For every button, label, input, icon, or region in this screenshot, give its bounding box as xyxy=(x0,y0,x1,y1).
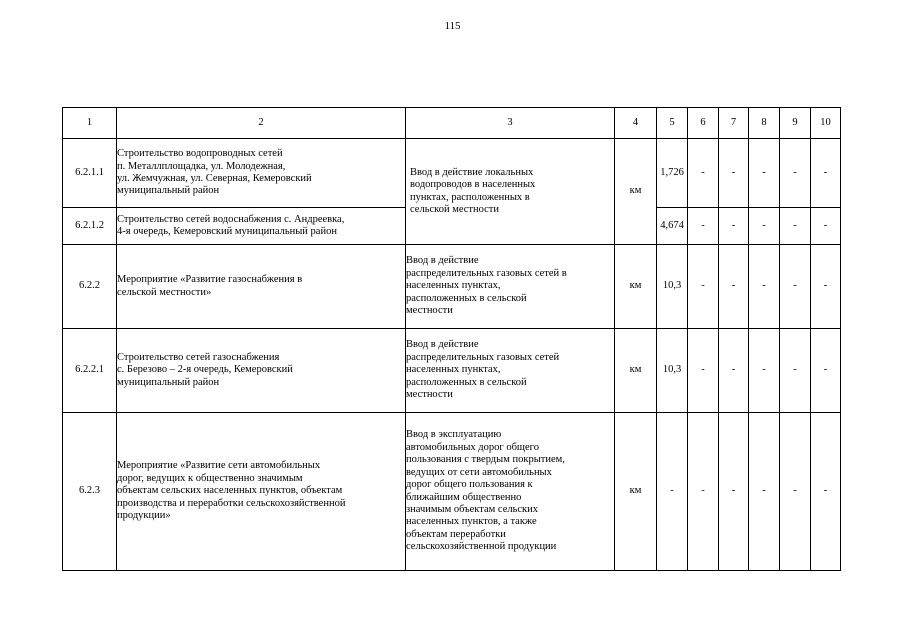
year-cell: - xyxy=(811,139,841,208)
year-cell: - xyxy=(780,139,811,208)
indicator-description: Ввод в эксплуатацию автомобильных дорог общего пользования с твердым покрытием, ведущих от сети автомобильных дорог общего пользования к ближайшим общественно значимым объектам сельских населенных пунктов, а также объектам переработки сельскохозяйственной продукции xyxy=(406,413,615,571)
measure-name: Строительство сетей газоснабжения с. Березово – 2-я очередь, Кемеровский муниципальный район xyxy=(117,329,406,413)
header-cell: 7 xyxy=(719,108,749,139)
year-cell: - xyxy=(719,245,749,329)
year-cell: - xyxy=(749,208,780,245)
row-number: 6.2.3 xyxy=(63,413,117,571)
year-cell: - xyxy=(811,208,841,245)
year-cell: - xyxy=(811,329,841,413)
value-cell: 1,726 xyxy=(657,139,688,208)
row-number: 6.2.1.2 xyxy=(63,208,117,245)
unit-cell: км xyxy=(615,413,657,571)
value-cell: 10,3 xyxy=(657,245,688,329)
row-number: 6.2.1.1 xyxy=(63,139,117,208)
year-cell: - xyxy=(688,413,719,571)
header-cell: 10 xyxy=(811,108,841,139)
table-row xyxy=(63,245,841,329)
year-cell: - xyxy=(749,413,780,571)
indicator-description: Ввод в действие распределительных газовых сетей в населенных пунктах, расположенных в сельской местности xyxy=(406,245,615,329)
table-row xyxy=(63,413,841,571)
year-cell: - xyxy=(719,139,749,208)
value-cell: - xyxy=(657,413,688,571)
value-cell: 10,3 xyxy=(657,329,688,413)
page-number: 115 xyxy=(444,20,461,32)
measure-name: Мероприятие «Развитие сети автомобильных дорог, ведущих к общественно значимым объектам сельских населенных пунктов, объектам производства и переработки сельскохозяйственной продукции» xyxy=(117,413,406,571)
indicator-description: Ввод в действие распределительных газовых сетей населенных пунктах, расположенных в сельской местности xyxy=(406,329,615,413)
year-cell: - xyxy=(749,245,780,329)
row-number: 6.2.2.1 xyxy=(63,329,117,413)
header-cell: 6 xyxy=(688,108,719,139)
year-cell: - xyxy=(811,413,841,571)
year-cell: - xyxy=(780,208,811,245)
year-cell: - xyxy=(719,208,749,245)
year-cell: - xyxy=(749,139,780,208)
unit-cell: км xyxy=(615,245,657,329)
program-table xyxy=(62,107,841,571)
year-cell: - xyxy=(780,413,811,571)
year-cell: - xyxy=(780,329,811,413)
header-cell: 8 xyxy=(749,108,780,139)
year-cell: - xyxy=(811,245,841,329)
year-cell: - xyxy=(688,329,719,413)
value-cell: 4,674 xyxy=(657,208,688,245)
measure-name: Строительство сетей водоснабжения с. Андреевка, 4-я очередь, Кемеровский муниципальный район xyxy=(117,208,406,245)
year-cell: - xyxy=(780,245,811,329)
header-cell: 5 xyxy=(657,108,688,139)
header-cell: 1 xyxy=(63,108,117,139)
year-cell: - xyxy=(688,245,719,329)
year-cell: - xyxy=(688,208,719,245)
unit-cell: км xyxy=(615,139,657,245)
year-cell: - xyxy=(719,329,749,413)
table-row xyxy=(63,329,841,413)
year-cell: - xyxy=(688,139,719,208)
row-number: 6.2.2 xyxy=(63,245,117,329)
measure-name: Мероприятие «Развитие газоснабжения в сельской местности» xyxy=(117,245,406,329)
year-cell: - xyxy=(749,329,780,413)
year-cell: - xyxy=(719,413,749,571)
header-row xyxy=(63,108,841,139)
header-cell: 9 xyxy=(780,108,811,139)
header-cell: 4 xyxy=(615,108,657,139)
table-row xyxy=(63,139,841,208)
measure-name: Строительство водопроводных сетей п. Металлплощадка, ул. Молодежная, ул. Жемчужная, ул. Северная, Кемеровский муниципальный район xyxy=(117,139,406,208)
indicator-description: Ввод в действие локальных водопроводов в населенных пунктах, расположенных в сельской местности xyxy=(406,139,615,245)
header-cell: 2 xyxy=(117,108,406,139)
header-cell: 3 xyxy=(406,108,615,139)
unit-cell: км xyxy=(615,329,657,413)
